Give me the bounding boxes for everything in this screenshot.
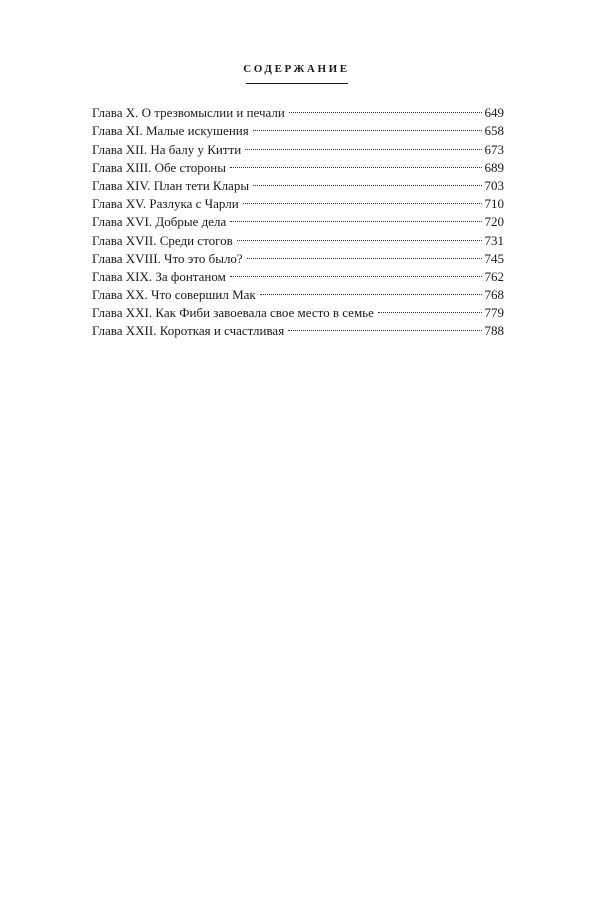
page-number: 745 [484, 250, 504, 266]
chapter-title: Глава XVIII. Что это было? [92, 250, 243, 266]
chapter-title: Глава XIV. План тети Клары [92, 177, 250, 193]
page-number: 768 [484, 287, 504, 303]
page-number: 788 [484, 323, 504, 339]
chapter-title: Глава X. О трезвомыслии и печали [92, 105, 285, 121]
page-number: 689 [484, 159, 504, 175]
dot-leader [253, 117, 482, 135]
dot-leader [230, 154, 482, 172]
contents-heading-text: СОДЕРЖАНИЕ [243, 63, 350, 75]
page-number: 779 [484, 305, 504, 321]
chapter-title: Глава XVI. Добрые дела [92, 214, 227, 230]
dot-leader [253, 172, 481, 190]
dot-leader [237, 226, 482, 244]
dot-leader [289, 99, 482, 117]
page-number: 720 [484, 214, 504, 230]
chapter-title: Глава XXI. Как Фиби завоевала свое место в семье [92, 305, 374, 321]
chapter-title: Глава XV. Разлука с Чарли [92, 196, 239, 212]
dot-leader [288, 317, 481, 335]
page-number: 673 [484, 141, 504, 157]
dot-leader [230, 208, 481, 226]
heading-rule [246, 83, 348, 84]
page-number: 649 [484, 105, 504, 121]
dot-leader [378, 299, 482, 317]
page-number: 658 [484, 123, 504, 139]
chapter-title: Глава XX. Что совершил Мак [92, 287, 256, 303]
chapter-title: Глава XXII. Короткая и счастливая [92, 323, 285, 339]
page-number: 762 [484, 268, 504, 284]
dot-leader [230, 263, 482, 281]
dot-leader [243, 190, 482, 208]
page-number: 710 [484, 196, 504, 212]
contents-heading [0, 59, 593, 77]
chapter-title: Глава XVII. Среди стогов [92, 232, 233, 248]
page-number: 731 [484, 232, 504, 248]
dot-leader [260, 281, 482, 299]
chapter-title: Глава XII. На балу у Китти [92, 141, 242, 157]
chapter-title: Глава XI. Малые искушения [92, 123, 249, 139]
dot-leader [247, 245, 482, 263]
chapter-title: Глава XIII. Обе стороны [92, 159, 226, 175]
table-of-contents [92, 99, 504, 339]
dot-leader [245, 135, 481, 153]
toc-entry [92, 99, 504, 121]
chapter-title: Глава XIX. За фонтаном [92, 268, 226, 284]
page-number: 703 [484, 177, 504, 193]
